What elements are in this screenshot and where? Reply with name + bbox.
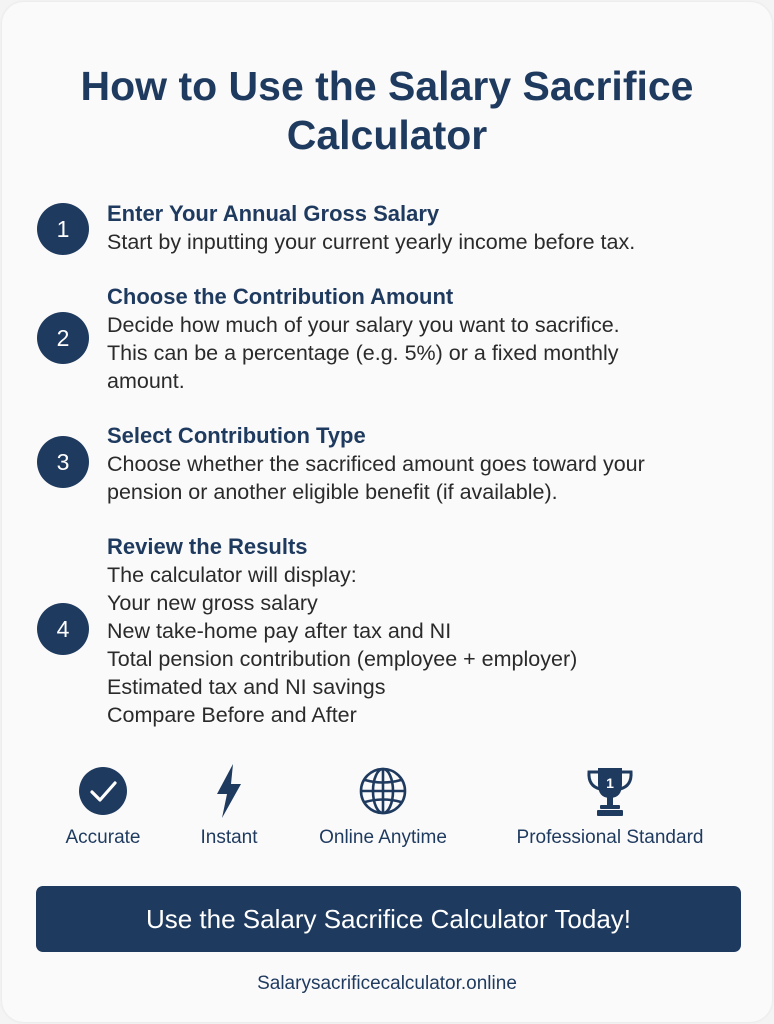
step-description-line: pension or another eligible benefit (if available). bbox=[107, 480, 558, 504]
step-description-line: New take-home pay after tax and NI bbox=[107, 619, 452, 643]
feature-label: Professional Standard bbox=[516, 827, 704, 848]
step-description-line: This can be a percentage (e.g. 5%) or a fixed monthly bbox=[107, 341, 619, 365]
feature-label: Accurate bbox=[65, 827, 141, 848]
step-title: Choose the Contribution Amount bbox=[107, 284, 454, 309]
feature-label: Instant bbox=[200, 827, 258, 848]
step-description-line: Your new gross salary bbox=[107, 591, 318, 615]
step-description bbox=[107, 311, 747, 395]
use-calculator-button[interactable]: Use the Salary Sacrifice Calculator Today! bbox=[36, 886, 741, 952]
feature-online-anytime bbox=[308, 762, 458, 850]
step-description-line: Estimated tax and NI savings bbox=[107, 675, 386, 699]
step-title: Enter Your Annual Gross Salary bbox=[107, 201, 440, 226]
feature-professional-standard bbox=[500, 762, 720, 850]
trophy-icon bbox=[583, 764, 637, 818]
page-title: How to Use the Salary Sacrifice Calculator bbox=[80, 63, 694, 158]
step-number-badge: 2 bbox=[37, 312, 89, 364]
step-description-line: Start by inputting your current yearly income before tax. bbox=[107, 230, 636, 254]
step-number-badge: 3 bbox=[37, 436, 89, 488]
feature-accurate bbox=[53, 762, 153, 850]
step-description-line: Compare Before and After bbox=[107, 703, 357, 727]
footer-website: Salarysacrificecalculator.online bbox=[257, 973, 517, 994]
feature-label: Online Anytime bbox=[319, 827, 447, 848]
step-description-line: Choose whether the sacrificed amount goes toward your bbox=[107, 452, 645, 476]
lightning-bolt-icon bbox=[214, 763, 244, 819]
step-title: Review the Results bbox=[107, 534, 308, 559]
step-number-badge: 1 bbox=[37, 203, 89, 255]
step-description-line: Total pension contribution (employee + employer) bbox=[107, 647, 578, 671]
step-description bbox=[107, 450, 747, 506]
step-description-line: amount. bbox=[107, 369, 185, 393]
step-description bbox=[107, 561, 747, 729]
step-number-badge: 4 bbox=[37, 603, 89, 655]
globe-icon bbox=[358, 766, 408, 816]
step-description-line: The calculator will display: bbox=[107, 563, 357, 587]
step-description-line: Decide how much of your salary you want to sacrifice. bbox=[107, 313, 620, 337]
step-title: Select Contribution Type bbox=[107, 423, 366, 448]
step-description bbox=[107, 228, 747, 256]
check-circle-icon bbox=[78, 766, 128, 816]
trophy-badge: 1 bbox=[606, 775, 614, 791]
feature-instant bbox=[184, 762, 274, 850]
